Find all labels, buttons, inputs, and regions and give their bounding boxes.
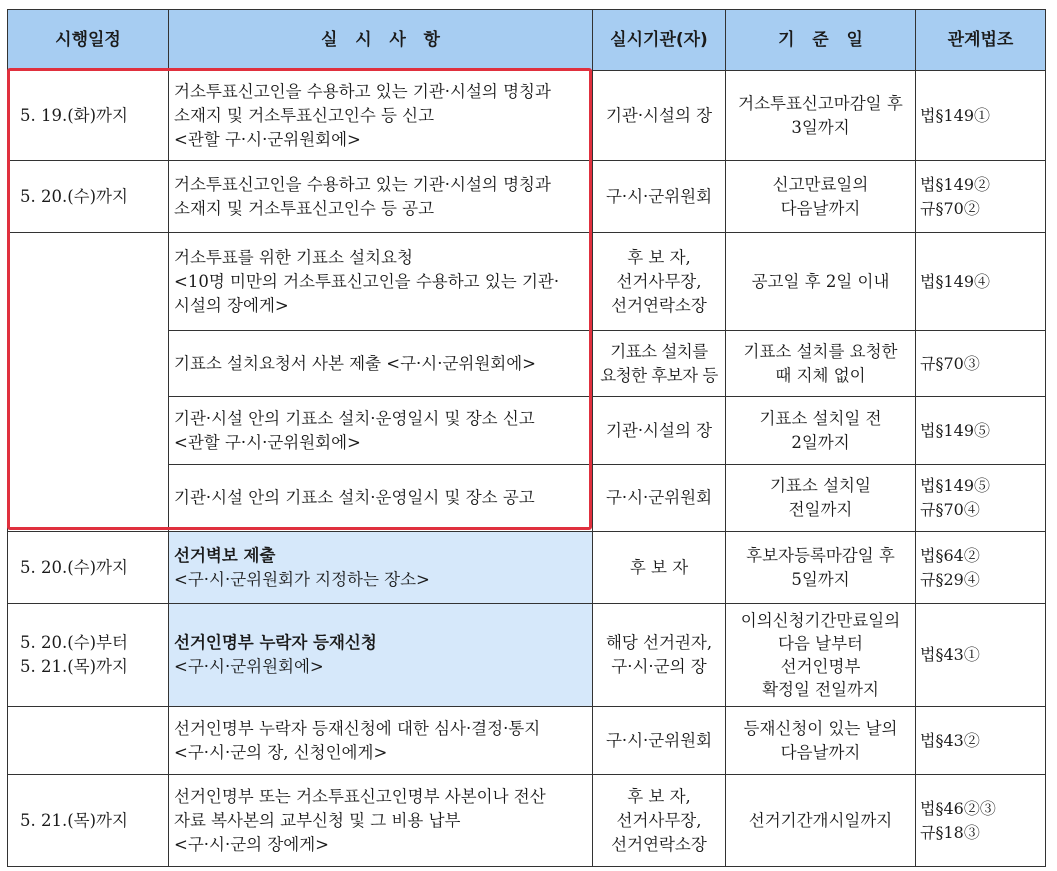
header-basis: 기 준 일 [726,10,916,71]
cell-text-line: 다음날까지 [780,742,861,762]
cell-text-line: 선거인명부 [780,657,861,676]
cell-text-line: <관할 구·시·군위원회에> [174,432,361,452]
basis-cell [726,532,916,604]
agency-cell [593,331,726,397]
table-row [8,604,1046,707]
cell-text-line: 다음 날부터 [778,634,863,653]
cell-text-line: 공고일 후 2일 이내 [751,271,890,291]
basis-cell [726,775,916,867]
cell-text-line: 기표소 설치요청서 사본 제출 <구·시·군위원회에> [174,353,536,373]
law-cell [916,331,1046,397]
law-cell [916,707,1046,775]
item-cell [169,397,593,465]
agency-cell [593,775,726,867]
law-cell [916,71,1046,161]
cell-text-line: 법§149① [920,105,990,125]
law-cell [916,161,1046,233]
basis-cell [726,707,916,775]
cell-text-line: 규§18③ [920,822,980,842]
cell-text-line: <구·시·군의 장, 신청인에게> [174,742,388,762]
table-row [8,71,1046,161]
cell-text-line: 때 지체 없이 [775,365,866,385]
cell-text-line: 등재신청이 있는 날의 [743,718,898,738]
item-cell [169,532,593,604]
cell-text-line: 2일까지 [791,432,850,452]
agency-cell [593,161,726,233]
cell-text-line: 법§46②③ [920,798,996,818]
cell-text-line: 5. 20.(수)까지 [20,186,128,206]
law-cell [916,465,1046,532]
table-row [8,161,1046,233]
cell-text-line: 소재지 및 거소투표신고인수 등 신고 [174,105,435,125]
cell-text-line: 법§149⑤ [920,476,990,495]
item-cell [169,71,593,161]
cell-text-line: 이의신청기간만료일의 [740,611,901,630]
cell-text-line: <관할 구·시·군위원회에> [174,129,361,149]
cell-text-line: 법§43① [920,645,980,664]
agency-cell [593,532,726,604]
cell-text-line: 선거사무장, [616,810,702,830]
table-row [8,707,1046,775]
basis-cell [726,331,916,397]
cell-text-line: 확정일 전일까지 [762,680,879,699]
cell-text-line: 구·시·군의 장 [611,657,707,676]
cell-text-line: 규§29④ [920,569,980,589]
agency-cell [593,233,726,331]
cell-text-line: 기표소 설치를 [610,341,708,361]
cell-text-line: 선거연락소장 [611,834,707,854]
basis-cell [726,465,916,532]
item-cell [169,707,593,775]
cell-text-line: 5일까지 [791,569,850,589]
agency-cell [593,71,726,161]
item-cell [169,775,593,867]
header-law: 관계법조 [916,10,1046,71]
agency-cell [593,465,726,532]
item-title: 선거인명부 누락자 등재신청 [174,633,377,652]
cell-text-line: 후 보 자, [627,247,691,267]
header-row [8,10,1046,71]
cell-text-line: 시설의 장에게> [174,295,289,315]
law-cell [916,397,1046,465]
law-cell [916,775,1046,867]
cell-text-line: 구·시·군위원회 [605,488,713,507]
basis-cell [726,604,916,707]
agency-cell [593,604,726,707]
table-row [8,775,1046,867]
law-cell [916,233,1046,331]
cell-text-line: <구·시·군의 장에게> [174,834,329,854]
cell-text-line: 선거인명부 또는 거소투표신고인명부 사본이나 전산 [174,786,546,806]
cell-text-line: 거소투표신고인을 수용하고 있는 기관·시설의 명칭과 [174,81,551,101]
header-agency: 실시기관(자) [593,10,726,71]
cell-text-line: 기관·시설 안의 기표소 설치·운영일시 및 장소 신고 [174,408,535,428]
cell-text-line: 요청한 후보자 등 [600,365,718,385]
table-row [8,532,1046,604]
basis-cell [726,71,916,161]
cell-text-line: 법§64② [920,545,980,565]
cell-text-line: 기관·시설의 장 [605,420,713,440]
cell-text-line: 구·시·군위원회 [605,186,713,206]
item-cell [169,604,593,707]
cell-text-line: 규§70③ [920,353,980,373]
cell-text-line: 법§149② [920,174,990,194]
election-schedule-table [7,9,1046,867]
cell-text-line: 법§43② [920,730,980,750]
basis-cell [726,233,916,331]
cell-text-line: 전일까지 [788,500,853,519]
cell-text-line: <구·시·군위원회가 지정하는 장소> [174,569,430,589]
cell-text-line: <10명 미만의 거소투표신고인을 수용하고 있는 기관· [174,271,560,291]
cell-text-line: 신고만료일의 [772,174,869,194]
date-cell [8,532,169,604]
cell-text-line: 기표소 설치일 [770,476,871,495]
header-date: 시행일정 [8,10,169,71]
basis-cell [726,161,916,233]
item-title: 선거벽보 제출 [174,545,276,565]
cell-text-line: 5. 19.(화)까지 [20,105,128,125]
date-cell [8,161,169,233]
agency-cell [593,397,726,465]
agency-cell [593,707,726,775]
cell-text-line: 5. 20.(수)부터 [20,633,128,652]
cell-text-line: 거소투표신고마감일 후 [738,93,903,113]
law-cell [916,532,1046,604]
date-cell [8,233,169,532]
date-cell [8,71,169,161]
cell-text-line: 법§149④ [920,271,990,291]
table-row [8,233,1046,331]
law-cell [916,604,1046,707]
cell-text-line: 기표소 설치일 전 [759,408,882,428]
date-cell [8,604,169,707]
item-cell [169,161,593,233]
cell-text-line: 거소투표를 위한 기표소 설치요청 [174,247,413,267]
item-cell [169,233,593,331]
cell-text-line: 기관·시설 안의 기표소 설치·운영일시 및 장소 공고 [174,488,535,507]
cell-text-line: 선거사무장, [616,271,702,291]
cell-text-line: 선거기간개시일까지 [748,810,893,830]
date-cell [8,707,169,775]
cell-text-line: 5. 21.(목)까지 [20,810,128,830]
date-cell [8,775,169,867]
cell-text-line: 기관·시설의 장 [605,105,713,125]
item-cell [169,331,593,397]
cell-text-line: 5. 20.(수)까지 [20,557,128,577]
cell-text-line: 후 보 자, [627,786,691,806]
cell-text-line: 후 보 자 [629,557,689,577]
cell-text-line: 선거인명부 누락자 등재신청에 대한 심사·결정·통지 [174,718,541,738]
cell-text-line: 구·시·군위원회 [605,730,713,750]
cell-text-line: 선거연락소장 [611,295,707,315]
cell-text-line: 자료 복사본의 교부신청 및 그 비용 납부 [174,810,461,830]
cell-text-line: <구·시·군위원회에> [174,657,324,676]
cell-text-line: 5. 21.(목)까지 [20,657,128,676]
cell-text-line: 소재지 및 거소투표신고인수 등 공고 [174,198,435,218]
cell-text-line: 거소투표신고인을 수용하고 있는 기관·시설의 명칭과 [174,174,551,194]
header-item: 실 시 사 항 [169,10,593,71]
cell-text-line: 해당 선거권자, [605,633,713,652]
cell-text-line: 기표소 설치를 요청한 [743,341,898,361]
cell-text-line: 다음날까지 [780,198,861,218]
item-cell [169,465,593,532]
cell-text-line: 3일까지 [791,117,850,137]
cell-text-line: 후보자등록마감일 후 [746,545,895,565]
basis-cell [726,397,916,465]
cell-text-line: 규§70② [920,198,980,218]
cell-text-line: 법§149⑤ [920,420,990,440]
cell-text-line: 규§70④ [920,500,980,519]
